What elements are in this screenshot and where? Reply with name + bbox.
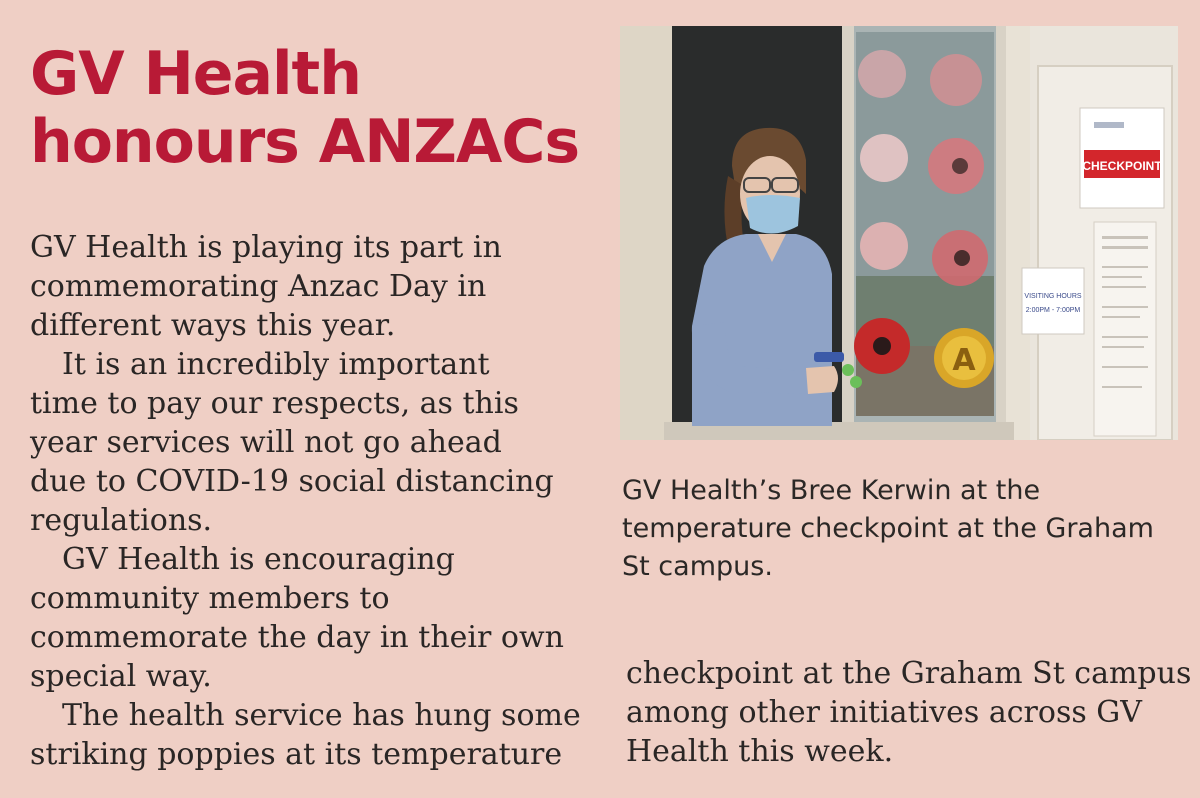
body-line: regulations. (30, 503, 213, 538)
headline (30, 40, 590, 176)
news-photo (620, 26, 1178, 440)
headline-line-1: GV Health (30, 39, 361, 109)
checkpoint-sign-text: CHECKPOINT (1082, 159, 1162, 173)
body-line: GV Health is playing its part in (30, 230, 502, 265)
body-line: commemorating Anzac Day in (30, 269, 487, 304)
article-body (30, 228, 590, 774)
body-line: community members to (30, 581, 390, 616)
caption-line: GV Health’s Bree Kerwin at the (622, 475, 1041, 506)
caption-line: temperature checkpoint at the Graham (622, 513, 1154, 544)
rising-sun-badge (934, 328, 994, 388)
visiting-hours-sign (1022, 268, 1084, 334)
body-line: GV Health is encouraging (62, 542, 455, 577)
visiting-hours-title: VISITING HOURS (1024, 293, 1082, 300)
photo-caption (622, 472, 1182, 586)
body-line: special way. (30, 659, 212, 694)
checkpoint-sign (1080, 108, 1164, 208)
body-line: striking poppies at its temperature (30, 737, 563, 772)
notice-sheet (1094, 222, 1156, 436)
body-line: year services will not go ahead (30, 425, 502, 460)
photo-illustration (620, 26, 1178, 440)
visiting-hours-time: 2:00PM - 7:00PM (1025, 307, 1081, 314)
body-line: The health service has hung some (62, 698, 581, 733)
body-line: time to pay our respects, as this (30, 386, 519, 421)
headline-line-2: honours ANZACs (30, 107, 580, 177)
article-continuation (626, 654, 1192, 771)
body-line: It is an incredibly important (62, 347, 490, 382)
continuation-line: among other initiatives across GV (626, 695, 1142, 730)
continuation-line: checkpoint at the Graham St campus (626, 656, 1192, 691)
continuation-line: Health this week. (626, 734, 894, 769)
caption-line: St campus. (622, 551, 773, 582)
body-line: different ways this year. (30, 308, 396, 343)
body-line: commemorate the day in their own (30, 620, 564, 655)
body-line: due to COVID-19 social distancing (30, 464, 554, 499)
badge-letter: A (952, 343, 976, 378)
